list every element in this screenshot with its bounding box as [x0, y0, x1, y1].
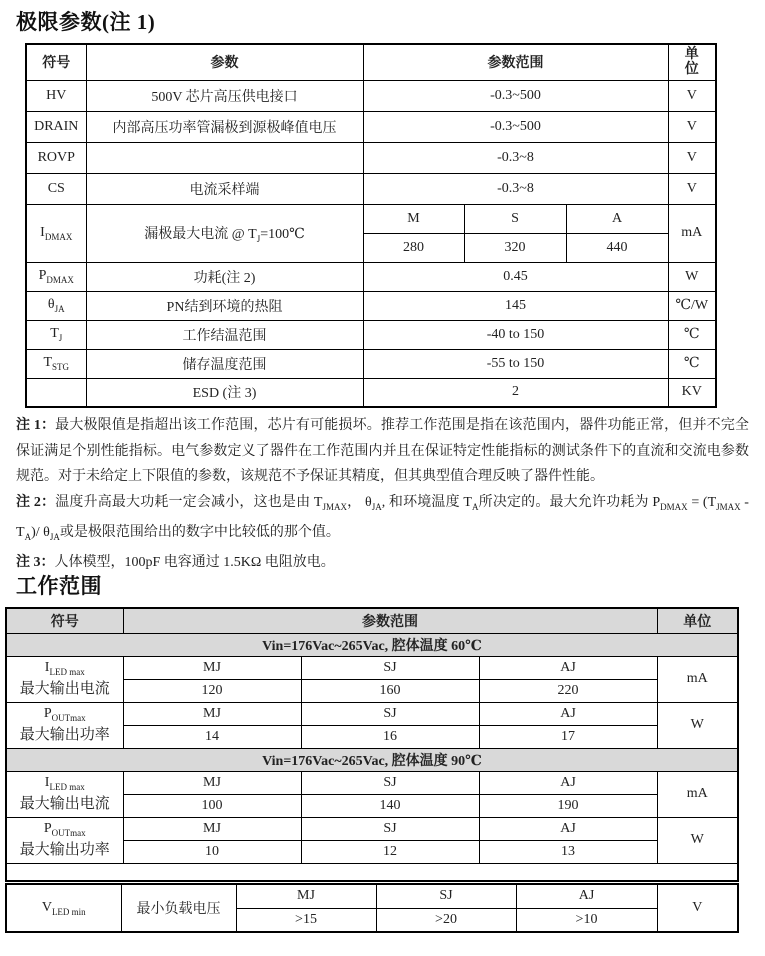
value-cell: 120	[123, 679, 301, 702]
spacer-row	[6, 863, 738, 881]
model-header-sj: SJ	[301, 771, 479, 794]
table-row-iled90-models	[6, 771, 738, 794]
vled-table	[5, 883, 739, 933]
symbol-subscript-2: max	[70, 827, 86, 838]
note-2-subscript: A	[24, 531, 32, 542]
value-cell: 10	[123, 840, 301, 863]
range-cell: -0.3~8	[363, 142, 668, 173]
symbol-cell: HV	[26, 80, 86, 111]
symbol-subscript: LED min	[51, 906, 86, 917]
value-cell: 16	[301, 725, 479, 748]
unit-cell: V	[668, 111, 716, 142]
range-cell: 2	[363, 378, 668, 407]
unit-cell: V	[668, 142, 716, 173]
note-2-subscript: A	[471, 501, 479, 512]
unit-cell: ℃	[668, 349, 716, 378]
symbol-cell	[6, 884, 121, 932]
model-header-mj: MJ	[123, 817, 301, 840]
symbol-description: 最大输出电流	[19, 680, 110, 697]
range-cell: 0.45	[363, 262, 668, 291]
unit-cell: W	[668, 262, 716, 291]
value-cell: 280	[363, 233, 464, 262]
parameter-cell: ESD (注 3)	[86, 378, 363, 407]
value-cell: 220	[479, 679, 657, 702]
note-2-text: 或是极限范围给出的数字中比较低的那个值。	[59, 524, 340, 540]
model-header-mj: MJ	[123, 771, 301, 794]
parameter-cell: 工作结温范围	[86, 320, 363, 349]
empty-cell	[6, 863, 738, 881]
note-1	[16, 413, 749, 490]
note-2-text: - T	[16, 494, 749, 540]
model-header-sj: SJ	[376, 884, 516, 908]
note-3-label: 注 3：	[16, 555, 55, 571]
parameter-text: 漏极最大电流 @ T	[144, 226, 257, 242]
section-title-limits: 极限参数(注 1)	[16, 10, 156, 34]
note-3	[16, 550, 749, 576]
parameter-text: =100℃	[260, 226, 305, 242]
symbol-base: P	[43, 706, 52, 722]
value-cell: 190	[479, 794, 657, 817]
table-header-row	[26, 44, 716, 80]
unit-cell: KV	[668, 378, 716, 407]
header-unit: 单位	[657, 608, 738, 633]
header-range: 参数范围	[123, 608, 657, 633]
parameter-cell: PN结到环境的热阻	[86, 291, 363, 320]
parameter-cell: 500V 芯片高压供电接口	[86, 80, 363, 111]
unit-cell: mA	[668, 204, 716, 262]
note-3-text: 人体模型，100pF 电容通过 1.5KΩ 电阻放电。	[54, 555, 335, 571]
parameter-cell: 电流采样端	[86, 173, 363, 204]
note-2-text: = (T	[687, 494, 717, 510]
value-cell: 12	[301, 840, 479, 863]
symbol-line	[9, 775, 121, 792]
symbol-subscript-2: max	[70, 712, 86, 723]
note-1-text: 最大极限值是指超出该工作范围，芯片有可能损坏。推荐工作范围是指在该范围内，器件功能正常，但并不完全保证满足个别性能指标。电气参数定义了器件在工作范围内并且在保证特定性能指标的测试条件下的直流和交流电参数规范。对于未给定上下限值的参数，该规范不予保证其精度，但其典型值合理反映了器件性能。	[16, 418, 749, 484]
operating-table	[5, 607, 739, 882]
note-2-text: , 和环境温度 T	[381, 494, 472, 510]
table-row-pdmax	[26, 262, 716, 291]
symbol-description: 最大输出功率	[19, 726, 110, 743]
table-row-tstg	[26, 349, 716, 378]
symbol-subscript: LED max	[49, 781, 85, 792]
unit-cell: ℃	[668, 320, 716, 349]
symbol-cell	[26, 349, 86, 378]
symbol-subscript: DMAX	[44, 231, 73, 242]
symbol-cell	[6, 656, 123, 702]
unit-cell: V	[668, 80, 716, 111]
symbol-subscript: OUT	[51, 712, 71, 723]
note-2	[16, 490, 749, 551]
model-header-mj: MJ	[123, 656, 301, 679]
value-cell: 160	[301, 679, 479, 702]
model-header-aj: AJ	[479, 771, 657, 794]
model-header-aj: AJ	[479, 702, 657, 725]
range-cell: -40 to 150	[363, 320, 668, 349]
table-row-iled60-models	[6, 656, 738, 679]
range-cell: -0.3~500	[363, 80, 668, 111]
model-header-mj: MJ	[236, 884, 376, 908]
symbol-cell	[6, 817, 123, 863]
model-header-s: S	[464, 204, 566, 233]
range-cell: -0.3~500	[363, 111, 668, 142]
value-cell: 17	[479, 725, 657, 748]
symbol-cell	[26, 378, 86, 407]
model-header-sj: SJ	[301, 817, 479, 840]
header-range: 参数范围	[363, 44, 668, 80]
symbol-description: 最大输出电流	[19, 795, 110, 812]
symbol-line	[9, 706, 121, 723]
value-cell: 440	[566, 233, 668, 262]
table-header-row	[6, 608, 738, 633]
model-header-aj: AJ	[516, 884, 657, 908]
parameter-cell: 储存温度范围	[86, 349, 363, 378]
model-header-aj: AJ	[479, 656, 657, 679]
symbol-subscript: JA	[54, 303, 65, 314]
value-cell: >10	[516, 908, 657, 932]
symbol-base: I	[40, 224, 45, 240]
value-cell: 140	[301, 794, 479, 817]
parameter-cell	[86, 142, 363, 173]
condition-cell: Vin=176Vac~265Vac, 腔体温度 60℃	[6, 633, 738, 656]
header-parameter: 参数	[86, 44, 363, 80]
limits-table	[25, 43, 717, 408]
range-cell: -0.3~8	[363, 173, 668, 204]
note-2-text: )/ θ	[31, 524, 50, 540]
unit-cell: V	[668, 173, 716, 204]
symbol-subscript: OUT	[51, 827, 71, 838]
note-2-subscript: JA	[49, 531, 60, 542]
note-2-text: ， θ	[347, 494, 372, 510]
value-cell: >20	[376, 908, 516, 932]
table-row-cs	[26, 173, 716, 204]
unit-cell: mA	[657, 656, 738, 702]
table-row-esd	[26, 378, 716, 407]
table-row-tj	[26, 320, 716, 349]
notes-block	[16, 413, 749, 576]
value-cell: 100	[123, 794, 301, 817]
table-row-pout60-models	[6, 702, 738, 725]
condition-cell: Vin=176Vac~265Vac, 腔体温度 90℃	[6, 748, 738, 771]
table-row-theta-ja	[26, 291, 716, 320]
parameter-cell: 内部高压功率管漏极到源极峰值电压	[86, 111, 363, 142]
symbol-line	[9, 660, 121, 677]
header-symbol: 符号	[26, 44, 86, 80]
parameter-cell: 功耗(注 2)	[86, 262, 363, 291]
note-2-subscript: JMAX	[322, 501, 347, 512]
range-cell: 145	[363, 291, 668, 320]
symbol-cell	[6, 771, 123, 817]
value-cell: 14	[123, 725, 301, 748]
symbol-line	[9, 821, 121, 838]
symbol-base: P	[43, 821, 52, 837]
model-header-a: A	[566, 204, 668, 233]
symbol-base: P	[38, 268, 47, 284]
symbol-base: V	[41, 899, 52, 915]
symbol-subscript: J	[58, 332, 63, 343]
parameter-cell: 最小负载电压	[121, 884, 236, 932]
symbol-base: T	[50, 326, 59, 342]
symbol-description: 最大输出功率	[19, 841, 110, 858]
table-row-vled-models	[6, 884, 738, 908]
condition-row-90c	[6, 748, 738, 771]
value-cell: >15	[236, 908, 376, 932]
symbol-base: θ	[47, 297, 55, 313]
symbol-subscript: LED max	[49, 666, 85, 677]
unit-cell: W	[657, 702, 738, 748]
condition-row-60c	[6, 633, 738, 656]
unit-cell: V	[657, 884, 738, 932]
section-title-operating: 工作范围	[16, 574, 102, 598]
value-cell: 13	[479, 840, 657, 863]
symbol-subscript: STG	[52, 361, 70, 372]
unit-cell: mA	[657, 771, 738, 817]
model-header-mj: MJ	[123, 702, 301, 725]
symbol-subscript: DMAX	[46, 274, 74, 285]
symbol-base: I	[44, 775, 50, 791]
range-cell: -55 to 150	[363, 349, 668, 378]
header-unit-line1: 单	[684, 47, 699, 63]
symbol-base: T	[43, 355, 53, 371]
parameter-cell	[86, 204, 363, 262]
symbol-cell	[26, 320, 86, 349]
note-2-text: 温度升高最大功耗一定会减小，这也是由 T	[55, 494, 323, 510]
header-symbol: 符号	[6, 608, 123, 633]
model-header-m: M	[363, 204, 464, 233]
model-header-aj: AJ	[479, 817, 657, 840]
note-2-label: 注 2：	[16, 494, 56, 510]
symbol-cell	[26, 291, 86, 320]
symbol-cell: ROVP	[26, 142, 86, 173]
table-row-drain	[26, 111, 716, 142]
symbol-cell	[26, 204, 86, 262]
model-header-sj: SJ	[301, 656, 479, 679]
parameter-subscript: J	[256, 233, 261, 244]
note-1-label: 注 1：	[16, 418, 56, 433]
symbol-base: I	[44, 660, 50, 676]
note-2-subscript: JMAX	[716, 501, 741, 512]
table-row-rovp	[26, 142, 716, 173]
header-unit	[668, 44, 716, 80]
symbol-cell	[6, 702, 123, 748]
table-row-idmax-models	[26, 204, 716, 233]
symbol-cell	[26, 262, 86, 291]
table-row-pout90-models	[6, 817, 738, 840]
unit-cell: ℃/W	[668, 291, 716, 320]
header-unit-line2: 位	[684, 62, 699, 78]
note-2-text: 所决定的。最大允许功耗为 P	[478, 494, 661, 510]
table-row-hv	[26, 80, 716, 111]
symbol-cell: DRAIN	[26, 111, 86, 142]
note-2-subscript: JA	[371, 501, 382, 512]
unit-cell: W	[657, 817, 738, 863]
value-cell: 320	[464, 233, 566, 262]
note-2-subscript: DMAX	[660, 501, 688, 512]
symbol-cell: CS	[26, 173, 86, 204]
model-header-sj: SJ	[301, 702, 479, 725]
